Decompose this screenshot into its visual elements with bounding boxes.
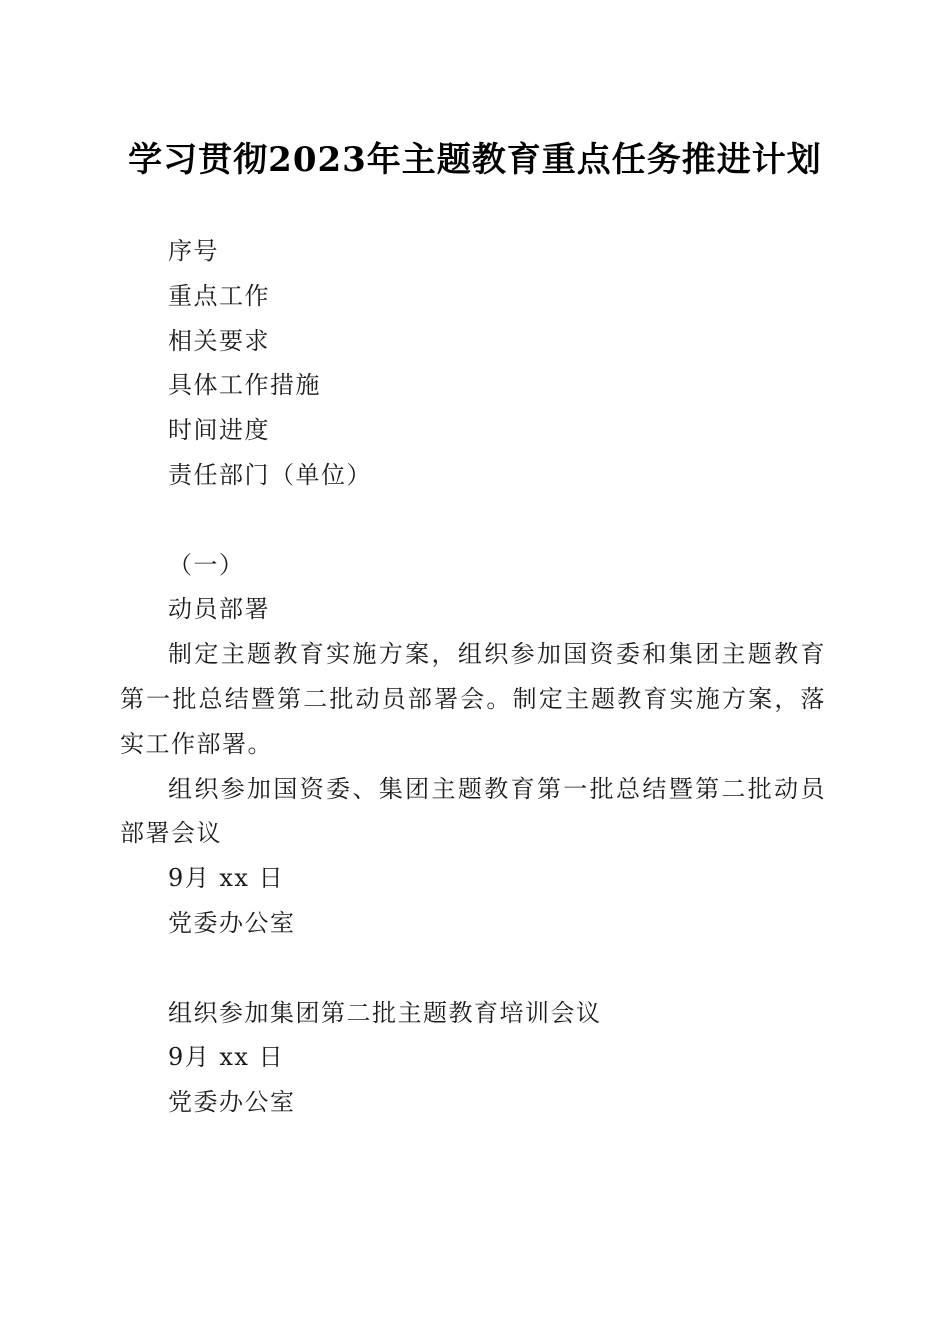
header-field-key-work: 重点工作 bbox=[168, 281, 270, 310]
section-requirement: 制定主题教育实施方案，组织参加国资委和集团主题教育第一批总结暨第二批动员部署会。制定主题教育实施方案，落实工作部署。 bbox=[120, 640, 826, 758]
header-field-requirements: 相关要求 bbox=[168, 326, 270, 355]
header-field-schedule: 时间进度 bbox=[168, 416, 270, 445]
section-dept-2: 党委办公室 bbox=[168, 1088, 296, 1117]
section-measure-2: 组织参加集团第二批主题教育培训会议 bbox=[168, 998, 602, 1027]
header-field-measures: 具体工作措施 bbox=[168, 371, 321, 400]
section-date-1: 9月 xx 日 bbox=[168, 864, 285, 893]
header-field-seq: 序号 bbox=[168, 237, 219, 265]
section-dept-1: 党委办公室 bbox=[168, 908, 296, 937]
blank-line bbox=[120, 946, 826, 991]
document-title: 学习贯彻2023年主题教育重点任务推进计划 bbox=[128, 140, 822, 180]
section-measure-1: 组织参加国资委、集团主题教育第一批总结暨第二批动员部署会议 bbox=[120, 774, 826, 848]
section-key-work: 动员部署 bbox=[168, 595, 270, 624]
section-date-2: 9月 xx 日 bbox=[168, 1043, 285, 1072]
blank-line bbox=[120, 498, 826, 543]
document-body bbox=[120, 229, 826, 1125]
section-number: （一） bbox=[168, 550, 245, 579]
header-field-department: 责任部门（单位） bbox=[168, 460, 372, 489]
